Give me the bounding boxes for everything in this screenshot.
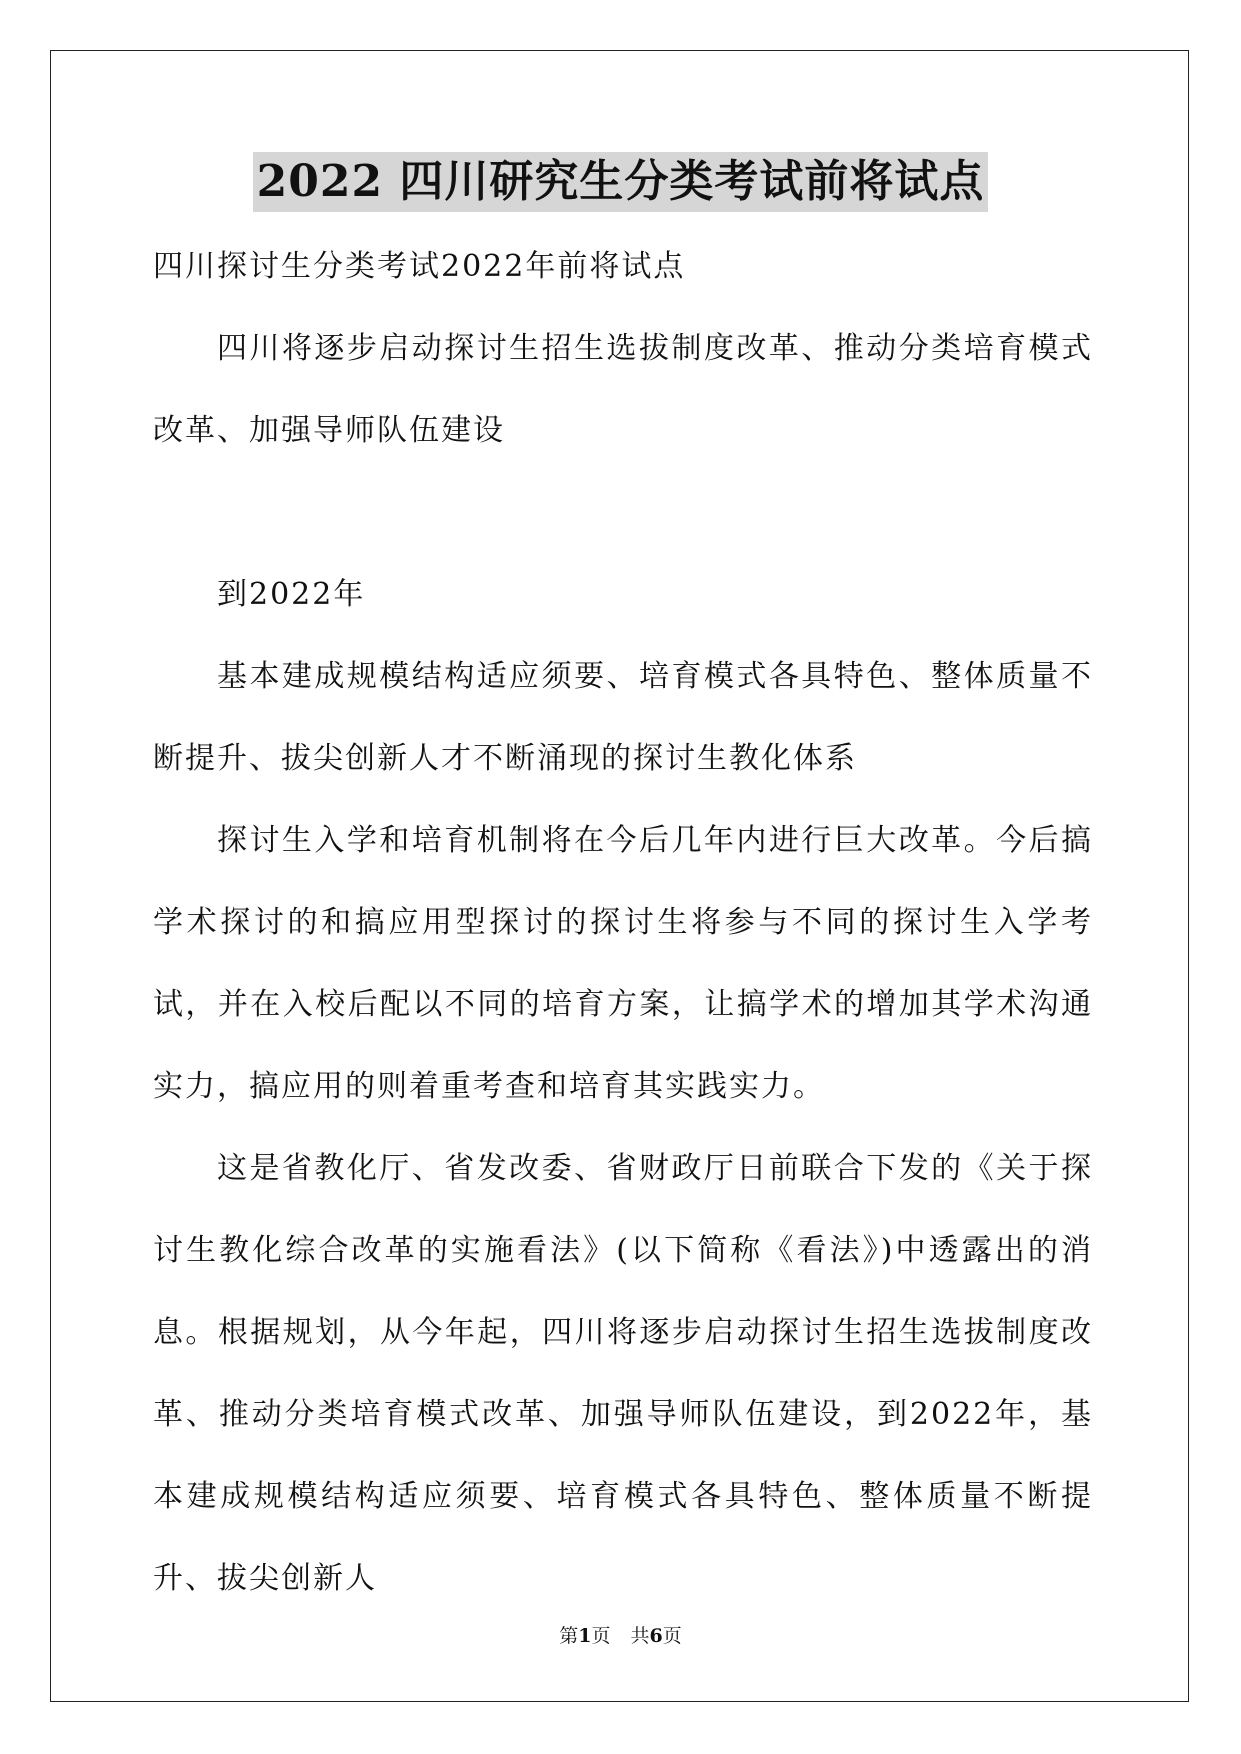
paragraph-summary: 四川将逐步启动探讨生招生选拔制度改革、推动分类培育模式改革、加强导师队伍建设	[153, 331, 1093, 448]
paragraph-goal: 基本建成规模结构适应须要、培育模式各具特色、整体质量不断提升、拔尖创新人才不断涌现的探讨生教化体系	[153, 659, 1093, 776]
footer-total-prefix: 共	[630, 1625, 650, 1647]
footer-total-suffix: 页	[662, 1625, 682, 1647]
paragraph-reform: 探讨生入学和培育机制将在今后几年内进行巨大改革。今后搞学术探讨的和搞应用型探讨的探讨生将参与不同的探讨生入学考试，并在入校后配以不同的培育方案，让搞学术的增加其学术沟通实力，搞应用的则着重考查和培育其实践实力。	[153, 823, 1093, 1104]
footer-total-pages: 6	[649, 1625, 663, 1647]
footer-page-number: 1	[578, 1625, 592, 1647]
paragraph-source: 这是省教化厅、省发改委、省财政厅日前联合下发的《关于探讨生教化综合改革的实施看法》(以下简称《看法》)中透露出的消息。根据规划，从今年起，四川将逐步启动探讨生招生选拔制度改革、推动分类培育模式改革、加强导师队伍建设，到2022年，基本建成规模结构适应须要、培育模式各具特色、整体质量不断提升、拔尖创新人	[153, 1151, 1093, 1596]
paragraph-subtitle: 四川探讨生分类考试2022年前将试点	[153, 249, 686, 284]
footer-page-prefix: 第	[559, 1625, 579, 1647]
document-title: 2022 四川研究生分类考试前将试点	[253, 152, 989, 212]
document-body	[153, 226, 1093, 1620]
paragraph-year: 到2022年	[217, 577, 366, 612]
paragraph-spacer	[153, 472, 1093, 554]
footer-page-suffix: 页	[591, 1625, 611, 1647]
page-footer	[0, 1624, 1241, 1648]
title-container	[0, 152, 1241, 212]
